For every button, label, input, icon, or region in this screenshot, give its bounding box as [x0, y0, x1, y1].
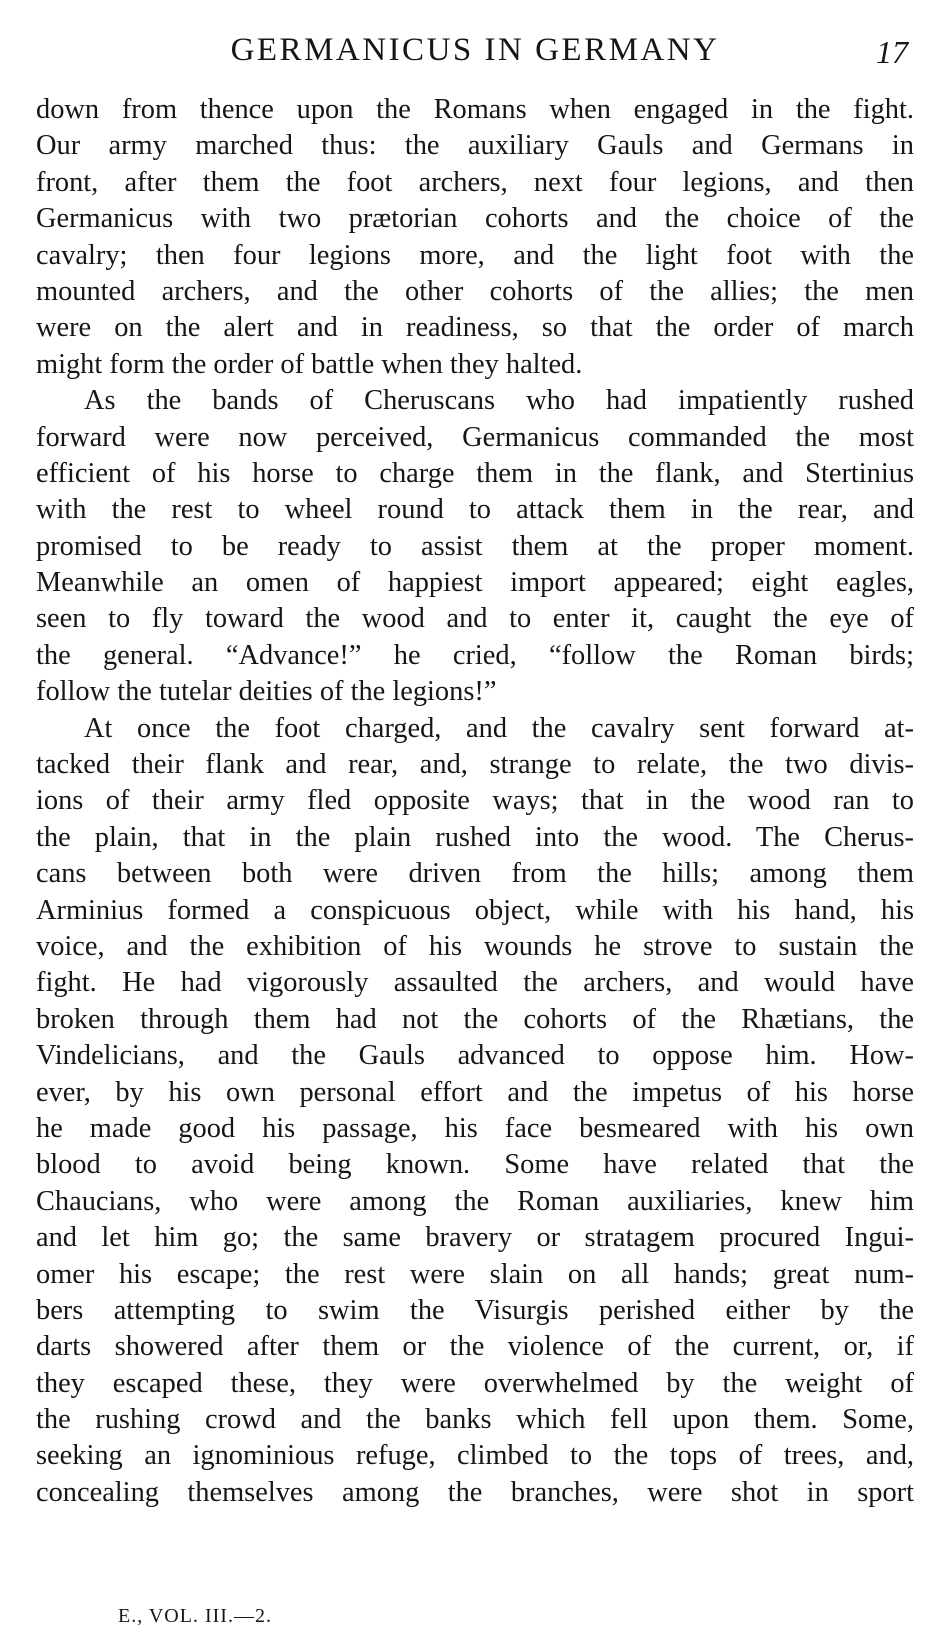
text-line: front, after them the foot archers, next four legions, and then: [36, 166, 914, 198]
text-line: voice, and the exhibition of his wounds he strove to sustain the: [36, 930, 914, 962]
running-title: GERMANICUS IN GERMANY: [230, 32, 720, 68]
text-line: darts showered after them or the violence of the current, or, if: [36, 1331, 914, 1363]
text-line: bers attempting to swim the Visurgis perished either by the: [36, 1294, 914, 1326]
text-line: Meanwhile an omen of happiest import appeared; eight eagles,: [36, 567, 914, 599]
text-line: As the bands of Cheruscans who had impatiently rushed: [84, 385, 914, 417]
text-line: broken through them had not the cohorts of the Rhætians, the: [36, 1003, 914, 1035]
text-line: concealing themselves among the branches, were shot in sport: [36, 1476, 914, 1508]
text-line: the rushing crowd and the banks which fell upon them. Some,: [36, 1404, 914, 1436]
text-line: were on the alert and in readiness, so that the order of march: [36, 312, 914, 344]
body-text: [36, 92, 914, 1511]
printer-signature: E., VOL. III.—2.: [118, 1605, 272, 1627]
text-line: and let him go; the same bravery or stratagem procured Ingui-: [36, 1222, 914, 1254]
text-line: cans between both were driven from the hills; among them: [36, 858, 914, 890]
text-line: efficient of his horse to charge them in the flank, and Stertinius: [36, 457, 914, 489]
text-line: down from thence upon the Romans when engaged in the fight.: [36, 94, 914, 125]
page-number: 17: [876, 34, 908, 70]
text-line: Germanicus with two prætorian cohorts and the choice of the: [36, 203, 914, 235]
text-line: Chaucians, who were among the Roman auxiliaries, knew him: [36, 1185, 914, 1217]
text-line: cavalry; then four legions more, and the light foot with the: [36, 239, 914, 271]
text-line: with the rest to wheel round to attack them in the rear, and: [36, 494, 914, 526]
text-line: Our army marched thus: the auxiliary Gauls and Germans in: [36, 130, 914, 162]
text-line: At once the foot charged, and the cavalry sent forward at-: [84, 712, 914, 744]
text-line: blood to avoid being known. Some have related that the: [36, 1149, 914, 1181]
text-line: ever, by his own personal effort and the impetus of his horse: [36, 1076, 914, 1108]
text-line: seen to fly toward the wood and to enter it, caught the eye of: [36, 603, 914, 635]
text-line: omer his escape; the rest were slain on all hands; great num-: [36, 1258, 914, 1290]
text-line: mounted archers, and the other cohorts of the allies; the men: [36, 275, 914, 307]
text-line: they escaped these, they were overwhelmed by the weight of: [36, 1367, 914, 1399]
text-line: promised to be ready to assist them at the proper moment.: [36, 530, 914, 562]
text-line: the plain, that in the plain rushed into the wood. The Cherus-: [36, 821, 914, 853]
running-head: [36, 26, 914, 70]
text-line: Arminius formed a conspicuous object, while with his hand, his: [36, 894, 914, 926]
text-line: Vindelicians, and the Gauls advanced to oppose him. How-: [36, 1040, 914, 1072]
text-line: follow the tutelar deities of the legions!”: [36, 676, 497, 708]
text-line: the general. “Advance!” he cried, “follow the Roman birds;: [36, 639, 914, 671]
text-line: seeking an ignominious refuge, climbed to the tops of trees, and,: [36, 1440, 914, 1472]
text-line: forward were now perceived, Germanicus commanded the most: [36, 421, 914, 453]
text-line: fight. He had vigorously assaulted the archers, and would have: [36, 967, 914, 999]
text-line: tacked their flank and rear, and, strange to relate, the two divis-: [36, 749, 914, 781]
text-line: ions of their army fled opposite ways; that in the wood ran to: [36, 785, 914, 817]
text-line: he made good his passage, his face besmeared with his own: [36, 1112, 914, 1144]
text-line: might form the order of battle when they halted.: [36, 348, 583, 380]
